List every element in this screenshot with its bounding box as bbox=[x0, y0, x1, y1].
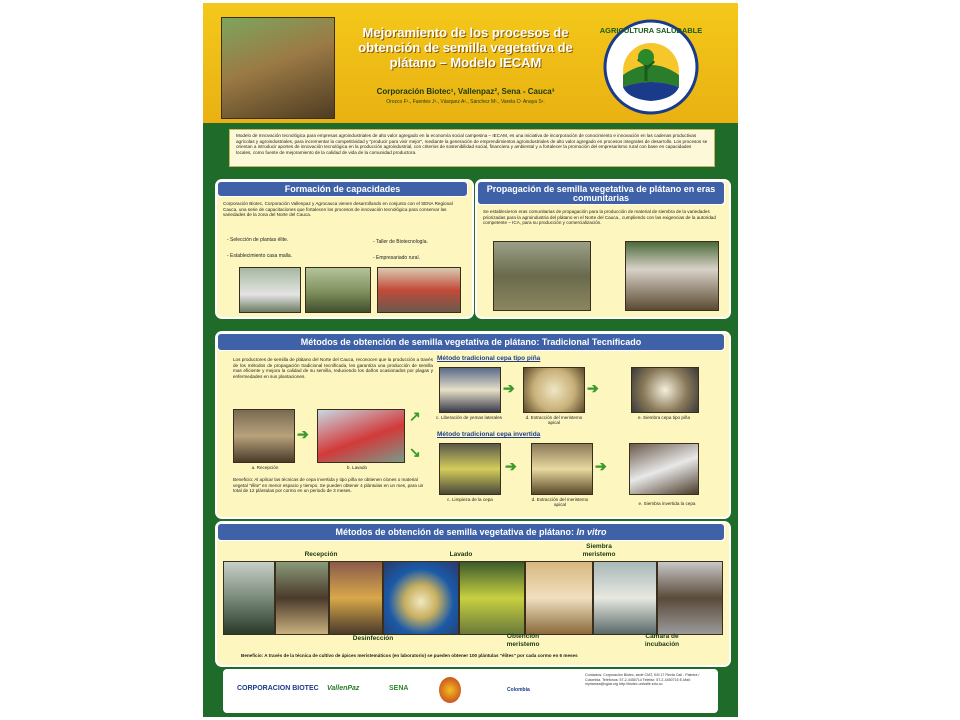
invitro-photo-6 bbox=[525, 561, 593, 635]
cap-siembra-pina: e. Siembra cepa tipo piña bbox=[637, 415, 691, 420]
contact-info: Contactos: Corporación Biotec, sede CIAT, KM 17 Recta Cali - Palmira / Colombia. Teléfonos: 57-2-4450714 Telefax: 57-2-4450715 E-Mail: myriamsa@cgiar.org http://biotec.univalle.edu.co bbox=[585, 673, 700, 687]
formacion-bullet-2: - Establecimiento casa malla. bbox=[227, 253, 293, 259]
panel-invitro bbox=[215, 521, 731, 667]
poster bbox=[203, 3, 738, 717]
step-obtencion-meristemo: Obtención meristemo bbox=[506, 633, 540, 648]
propagacion-text: Se establecieron eras comunitarias de propagación para la producción de material de siembra de la variedades priorizadas para la agroindustria del plátano en el Norte del Cauca., cumpliendo con las exigencias de la autoridad competente – ICA, para su producción y comercialización. bbox=[483, 209, 716, 225]
invitro-title-main: Métodos de obtención de semilla vegetativa de plátano: bbox=[335, 527, 577, 537]
intro-text: Modelo de Innovación tecnológica para empresas agroindustriales de alto valor agregado en la economía social campesina – IECAM, es una iniciativa de incorporación de conocimiento e innovación en las cadenas productivas agrícolas y agroindustriales, para incrementar la competitividad y "producir para vivir mejor", mediante la generación de emprendimientos agroindustriales de alto valor agregado en procesos integrales de desarrollo. Los procesos se orientan a introducir aportes de innovación tecnológica en la producción agroindustrial, con criterios de sostenibilidad social, financiera y ambiental y a fortalecer la promoción del empresarismo rural con base en capacidades locales, como fuente de mejoramiento de la calidad de vida de la comunidad productora. bbox=[229, 129, 715, 167]
formacion-photo-1 bbox=[239, 267, 301, 313]
subtitle-cepa-pina: Método tradicional cepa tipo piña bbox=[437, 355, 541, 362]
colombia-logo: Colombia bbox=[507, 687, 530, 693]
arrow-icon: ➔ bbox=[505, 458, 517, 474]
step-recepcion: Recepción bbox=[304, 551, 338, 558]
biotec-logo: CORPORACION BIOTEC bbox=[237, 685, 319, 692]
poster-authors: Corporación Biotec¹, Vallenpaz², Sena - Cauca³ bbox=[376, 87, 555, 96]
arrow-icon: ➔ bbox=[587, 380, 599, 396]
invitro-photo-7 bbox=[593, 561, 657, 635]
invitro-photo-5 bbox=[459, 561, 525, 635]
photo-siembra-pina bbox=[631, 367, 699, 413]
propagacion-photo-1 bbox=[493, 241, 591, 311]
invitro-title-em: In vitro bbox=[576, 527, 607, 537]
tradicional-beneficio: Beneficio: Al aplicar las técnicas de cepa invertida y tipo piña se obtienen clones o material vegetal "élite" en menor espacio y tiempo. Se pueden obtener 4 plántulas en un mes, para un total de 12 plántulas por cormo en un periodo de 3 meses. bbox=[233, 477, 424, 493]
arrow-icon: ➔ bbox=[503, 380, 515, 396]
poster-title: Mejoramiento de los procesos de obtención de semilla vegetativa de plátano – Modelo IECAM bbox=[358, 25, 573, 70]
footer-logos bbox=[223, 669, 718, 713]
tradicional-title: Métodos de obtención de semilla vegetativa de plátano: Tradicional Tecnificado bbox=[217, 333, 725, 351]
step-desinfeccion: Desinfección bbox=[352, 635, 394, 642]
arrow-icon: ➔ bbox=[297, 426, 309, 442]
cap-limpieza: c. Limpieza de la cepa bbox=[447, 497, 493, 502]
tradicional-text: Los productores de semilla de plátano del Norte del Cauca, reconocen que la producción a través de los métodos de propagación tradicional tecnificada, les garantiza una producción de semilla mas eficiente y mejora la calidad de su semilla, reduciendo los daños ocasionados por plagas y enfermedades en sus plantaciones. bbox=[233, 357, 433, 379]
logo-text: AGRICULTURA SALUDABLE bbox=[599, 26, 703, 35]
poster-header bbox=[203, 3, 738, 123]
arrow-up-icon: ↗ bbox=[409, 408, 421, 424]
photo-recepcion bbox=[233, 409, 295, 463]
propagacion-title: Propagación de semilla vegetativa de plátano en eras comunitarias bbox=[477, 181, 725, 205]
arrow-down-icon: ↘ bbox=[409, 444, 421, 460]
invitro-photo-8 bbox=[657, 561, 723, 635]
invitro-photo-3 bbox=[329, 561, 383, 635]
formacion-text: Corporación Biotec, Corporación Vallenpaz y Agrocauca vienen desarrollando en conjunto con el SENA Regional Cauca, una serie de capacitaciones que fortalecen los procesos de innovación tecnológica para conservar las variedades de la zona del Norte del Cauca. bbox=[223, 201, 453, 217]
invitro-photo-4 bbox=[383, 561, 459, 635]
vallenpaz-logo: VallenPaz bbox=[327, 685, 360, 692]
panel-propagacion bbox=[475, 179, 731, 319]
invitro-photo-2 bbox=[275, 561, 329, 635]
formacion-bullet-3: - Taller de Biotecnología. bbox=[373, 239, 428, 245]
cap-extraccion-1: d. Extracción del meristemo apical bbox=[525, 415, 583, 425]
invitro-photo-1 bbox=[223, 561, 275, 635]
header-photo bbox=[221, 17, 335, 119]
propagacion-photo-2 bbox=[625, 241, 719, 311]
invitro-beneficio: Beneficio: A través de la técnica de cultivo de ápices meristemáticos (en laboratorio) se pueden obtener 100 plántulas "élites" por cada cormo en 6 meses bbox=[241, 653, 578, 658]
cap-siembra-invertida: e. Siembra invertida la cepa bbox=[638, 501, 696, 506]
formacion-photo-3 bbox=[377, 267, 461, 313]
panel-tradicional bbox=[215, 331, 731, 519]
arrow-icon: ➔ bbox=[595, 458, 607, 474]
panel-formacion bbox=[215, 179, 474, 319]
agricultura-saludable-logo bbox=[596, 15, 706, 115]
photo-lavado bbox=[317, 409, 405, 463]
sena-logo: SENA bbox=[389, 685, 409, 692]
photo-liberacion-yemas bbox=[439, 367, 501, 413]
cap-extraccion-2: d. Extracción del meristemo apical bbox=[531, 497, 589, 507]
formacion-bullet-4: - Empresariado rural. bbox=[373, 255, 420, 261]
poster-authors-detail: Orozco F¹., Fuentes J¹., Vásquez A¹., Sánchez M¹., Varela C¹ Anaya S¹. bbox=[386, 99, 545, 105]
step-lavado: Lavado bbox=[449, 551, 473, 558]
cap-lavado: b. Lavado bbox=[346, 465, 368, 470]
seal-icon bbox=[439, 677, 461, 703]
photo-limpieza bbox=[439, 443, 501, 495]
invitro-title bbox=[217, 523, 725, 541]
subtitle-cepa-invertida: Método tradicional cepa invertida bbox=[437, 431, 541, 438]
cap-recepcion: a. Recepción bbox=[251, 465, 279, 470]
photo-siembra-invertida bbox=[629, 443, 699, 495]
formacion-title: Formación de capacidades bbox=[217, 181, 468, 197]
photo-extraccion-meristemo-1 bbox=[523, 367, 585, 413]
step-siembra-meristemo: Siembra meristemo bbox=[582, 543, 616, 558]
formacion-photo-2 bbox=[305, 267, 371, 313]
formacion-bullet-1: - Selección de plantas élite. bbox=[227, 237, 289, 243]
photo-extraccion-meristemo-2 bbox=[531, 443, 593, 495]
step-camara-incubacion: Cámara de incubación bbox=[644, 633, 680, 648]
cap-liberacion: c. Liberación de yemas laterales bbox=[436, 415, 502, 420]
